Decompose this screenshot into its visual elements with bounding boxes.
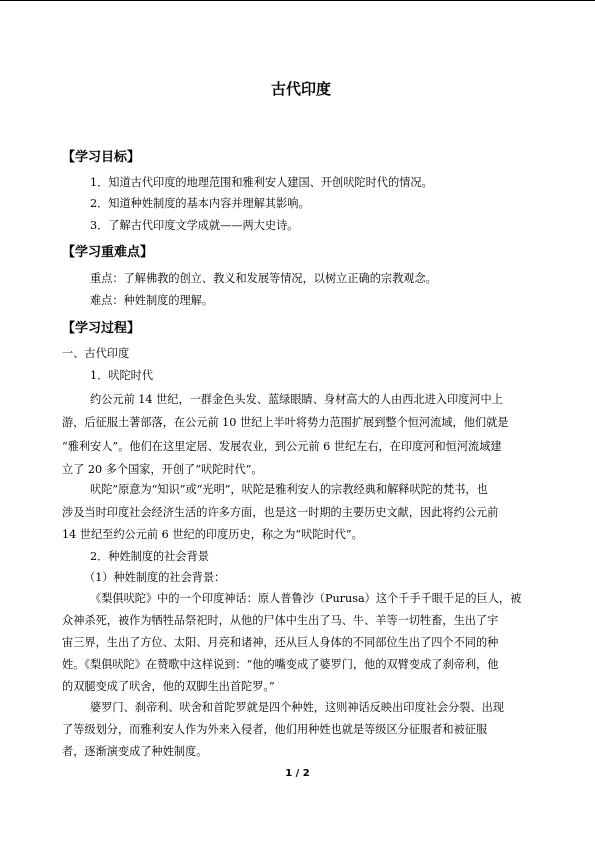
paragraph-line: 游，后征服土著部落，在公元前 10 世纪上半叶将势力范围扩展到整个恒河流域，他们就是	[62, 416, 509, 429]
difficulty-point: 难点：种姓制度的理解。	[90, 294, 214, 307]
subsection-heading: 2．种姓制度的社会背景	[90, 550, 209, 563]
paragraph-line: 14 世纪至约公元前 6 世纪的印度历史，称之为“吠陀时代”。	[62, 528, 363, 541]
paragraph-line: 立了 20 多个国家，开创了“吠陀时代”。	[62, 463, 263, 476]
paragraph-line: 婆罗门、刹帝利、吠舍和首陀罗就是四个种姓，这则神话反映出印度社会分裂、出现	[90, 701, 504, 714]
paragraph-line: “雅利安人”。他们在这里定居、发展农业，到公元前 6 世纪左右，在印度河和恒河流域建	[62, 440, 502, 453]
goal-item: 3．了解古代印度文学成就——两大史诗。	[90, 219, 299, 232]
goal-item: 2．知道种姓制度的基本内容并理解其影响。	[90, 197, 310, 210]
focus-point: 重点：了解佛教的创立、教义和发展等情况，以树立正确的宗教观念。	[90, 272, 437, 285]
paragraph-line: 了等级划分，而雅利安人作为外来入侵者，他们用种姓也就是等级区分征服者和被征服	[62, 723, 488, 736]
subsection-heading: （1）种姓制度的社会背景：	[84, 571, 226, 584]
key-points-heading: 【学习重难点】	[62, 245, 154, 260]
paragraph-line: 姓。《梨俱吠陀》在赞歌中这样说到：“他的嘴变成了婆罗门，他的双臂变成了刹帝利，他	[62, 658, 499, 671]
page-number: 1 / 2	[285, 768, 310, 779]
paragraph-line: 的双腿变成了吠舍，他的双脚生出首陀罗。”	[62, 680, 275, 693]
subsection-heading: 1．吠陀时代	[90, 369, 154, 382]
paragraph-line: 吠陀”原意为“知识”或“光明”，吠陀是雅利安人的宗教经典和解释吠陀的梵书，也	[90, 483, 488, 496]
part-heading: 一、古代印度	[62, 347, 130, 360]
goal-item: 1．知道古代印度的地理范围和雅利安人建国、开创吠陀时代的情况。	[90, 176, 433, 189]
paragraph-line: 众神杀死，被作为牺牲品祭祀时，从他的尸体中生出了马、牛、羊等一切牲畜，生出了宇	[62, 614, 499, 627]
paragraph-line: 《梨俱吠陀》中的一个印度神话：原人普鲁沙（Purusa）这个千手千眼千足的巨人，被	[90, 592, 522, 605]
paragraph-line: 宙三界，生出了方位、太阳、月亮和诸神，还从巨人身体的不同部位生出了四个不同的种	[62, 636, 499, 649]
paragraph-line: 约公元前 14 世纪，一群金色头发、蓝绿眼睛、身材高大的人由西北进入印度河中上	[90, 393, 503, 406]
paragraph-line: 涉及当时印度社会经济生活的许多方面，也是这一时期的主要历史文献，因此将约公元前	[62, 506, 499, 519]
goals-heading: 【学习目标】	[62, 150, 141, 165]
top-border-line	[0, 0, 595, 1]
process-heading: 【学习过程】	[62, 321, 141, 336]
document-title: 古代印度	[270, 80, 331, 98]
paragraph-line: 者，逐渐演变成了种姓制度。	[62, 745, 208, 758]
